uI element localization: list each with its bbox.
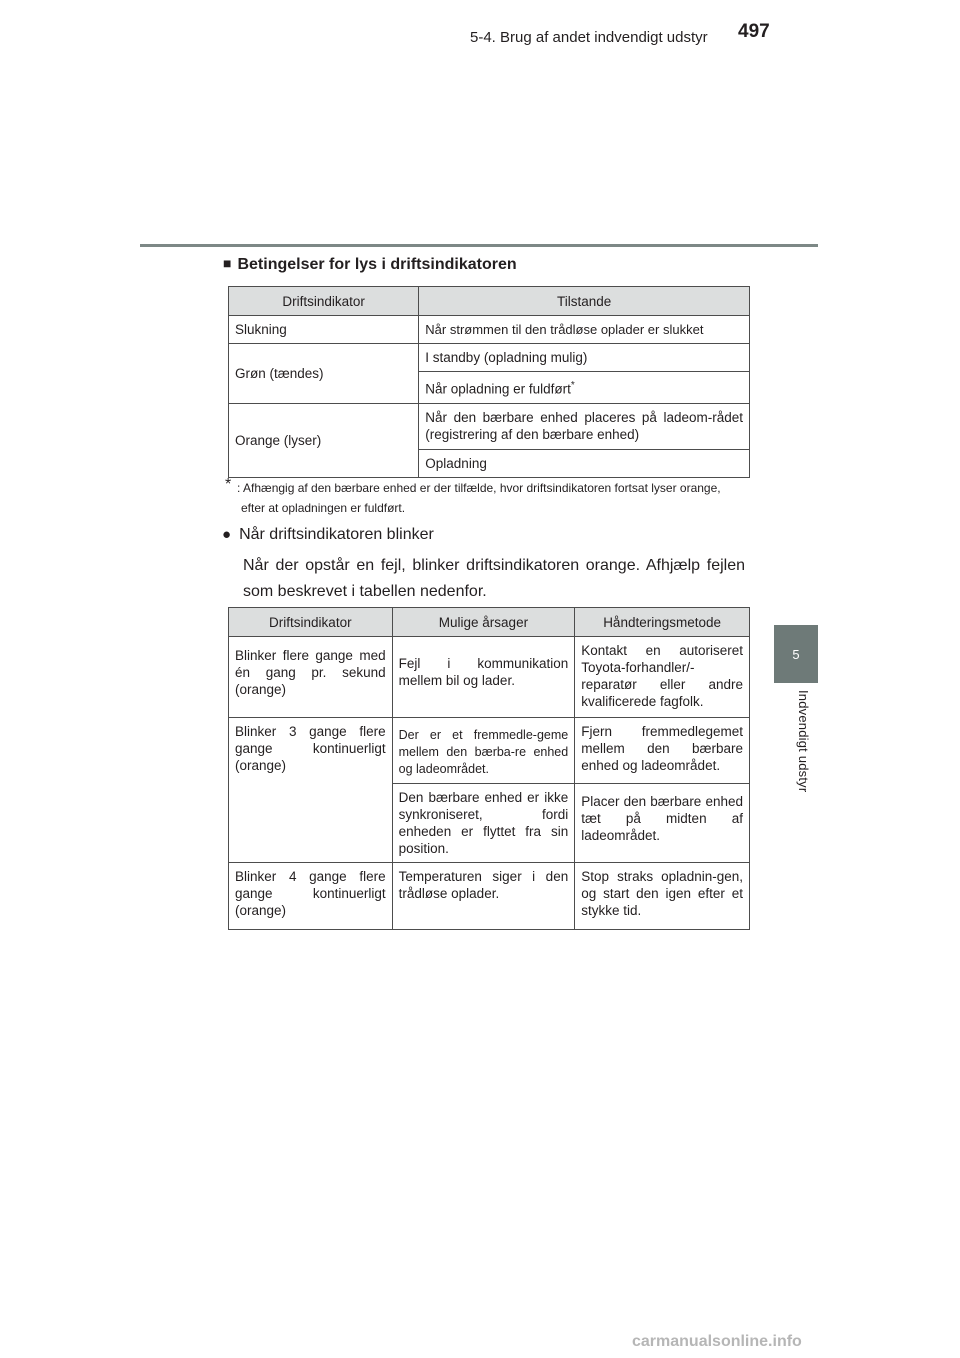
state-cell: Når den bærbare enhed placeres på ladeom-rådet (registrering af den bærbare enhed) <box>419 403 750 449</box>
running-header-title: 5-4. Brug af andet indvendigt udstyr <box>470 29 708 46</box>
cause-cell: Der er et fremmedle-geme mellem den bærba-re enhed og ladeområdet. <box>392 718 575 784</box>
table-header-row <box>229 608 750 637</box>
cause-cell: Fejl i kommunikation mellem bil og lader. <box>392 637 575 718</box>
footnote-marker: * <box>570 380 575 391</box>
table-row <box>229 403 750 449</box>
indicator-cell: Orange (lyser) <box>229 403 419 477</box>
bullet-paragraph: Når der opstår en fejl, blinker driftsindikatoren orange. Afhjælp fejlen som beskrevet i tabellen nedenfor. <box>243 557 745 600</box>
square-bullet-icon: ■ <box>223 255 232 271</box>
table-row <box>229 344 750 372</box>
table-row <box>229 863 750 930</box>
indicator-cell: Slukning <box>229 316 419 344</box>
chapter-label: Indvendigt udstyr <box>796 690 811 793</box>
page-number: 497 <box>738 21 770 42</box>
method-cell: Kontakt en autoriseret Toyota-forhandler/-reparatør eller andre kvalificerede fagfolk. <box>575 637 750 718</box>
watermark-text: carmanualsonline.info <box>632 1333 802 1350</box>
table-row <box>229 718 750 784</box>
footnote-text: : Afhængig af den bærbare enhed er der tilfælde, hvor driftsindikatoren fortsat lyser orange, efter at opladningen er fuldført. <box>237 481 721 515</box>
state-cell: Opladning <box>419 449 750 477</box>
chapter-number: 5 <box>792 646 800 662</box>
bullet-heading-text: Når driftsindikatoren blinker <box>239 526 434 543</box>
blinking-troubleshooting-table <box>228 607 750 930</box>
column-header: Tilstande <box>419 287 750 316</box>
chapter-tab <box>774 625 818 683</box>
footnote-star: * <box>225 476 232 493</box>
round-bullet-icon: ● <box>222 526 232 543</box>
method-cell: Fjern fremmedlegemet mellem den bærbare enhed og ladeområdet. <box>575 718 750 784</box>
table-header-row <box>229 287 750 316</box>
state-cell: I standby (opladning mulig) <box>419 344 750 372</box>
method-cell: Stop straks opladnin-gen, og start den igen efter et stykke tid. <box>575 863 750 930</box>
section-heading <box>223 255 517 274</box>
header-rule <box>140 244 818 247</box>
method-cell: Placer den bærbare enhed tæt på midten af ladeområdet. <box>575 784 750 863</box>
column-header: Mulige årsager <box>392 608 575 637</box>
table-row <box>229 637 750 718</box>
indicator-cell: Grøn (tændes) <box>229 344 419 404</box>
indicator-cell: Blinker 4 gange flere gange kontinuerligt (orange) <box>229 863 393 930</box>
column-header: Driftsindikator <box>229 287 419 316</box>
cause-cell: Den bærbare enhed er ikke synkroniseret, fordi enheden er flyttet fra sin position. <box>392 784 575 863</box>
cause-cell: Temperaturen siger i den trådløse oplader. <box>392 863 575 930</box>
indicator-cell: Blinker 3 gange flere gange kontinuerligt (orange) <box>229 718 393 863</box>
state-cell <box>419 372 750 404</box>
state-cell: Når strømmen til den trådløse oplader er slukket <box>419 316 750 344</box>
bullet-heading <box>222 526 434 544</box>
table-row <box>229 316 750 344</box>
indicator-cell: Blinker flere gange med én gang pr. sekund (orange) <box>229 637 393 718</box>
state-text: Når opladning er fuldført <box>425 381 571 397</box>
column-header: Driftsindikator <box>229 608 393 637</box>
footnote <box>225 478 745 518</box>
column-header: Håndteringsmetode <box>575 608 750 637</box>
indicator-status-table <box>228 286 750 478</box>
section-heading-text: Betingelser for lys i driftsindikatoren <box>237 256 517 273</box>
